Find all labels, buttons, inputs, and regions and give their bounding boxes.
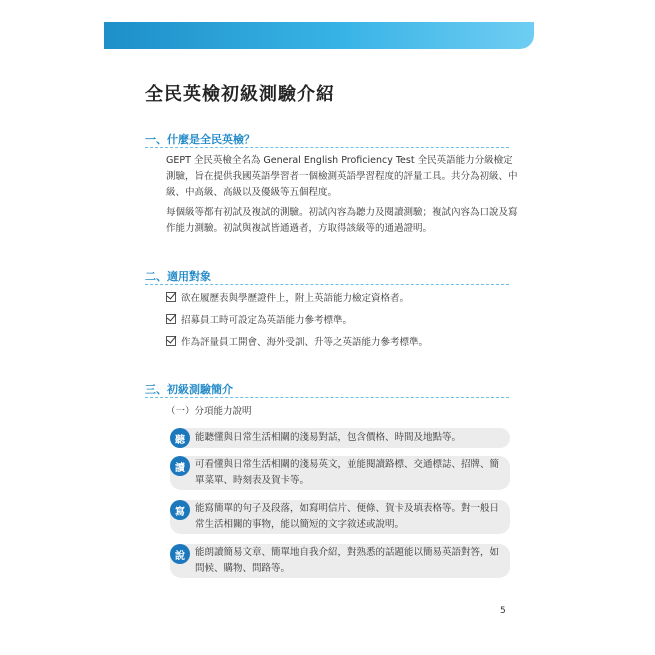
intro-paragraph: GEPT 全民英檢全名為 General English Proficiency Test 全民英語能力分級檢定測驗，旨在提供我國英語學習者一個檢測英語學習程度的評量工具。共分為初級、中級、中高級、高級以及優級等五個程度。	[166, 155, 518, 198]
speaking-badge-icon: 說	[170, 544, 190, 564]
header-band	[104, 22, 534, 49]
skill-description: 可看懂與日常生活相關的淺易英文，並能閱讀路標、交通標誌、招牌、簡單菜單、時刻表及賀卡等。	[195, 459, 500, 486]
page-title: 全民英檢初級測驗介紹	[145, 84, 335, 105]
writing-badge-icon: 寫	[170, 500, 190, 520]
section-heading-what-is-gept: 一、什麼是全民英檢？	[145, 133, 255, 146]
section-heading-elementary-test: 三、初級測驗簡介	[145, 383, 233, 396]
skill-description: 能朗讀簡易文章、簡單地自我介紹，對熟悉的話題能以簡易英語對答，如問候、購物、問路等。	[195, 547, 500, 574]
exam-structure-paragraph: 每個級等都有初試及複試的測驗。初試內容為聽力及閱讀測驗；複試內容為口說及寫作能力測驗。初試與複試皆通過者，方取得該級等的通過證明。	[166, 207, 518, 234]
section-heading-target-audience: 二、適用對象	[145, 270, 211, 283]
section-divider	[145, 397, 509, 398]
checkbox-checked-icon	[166, 336, 176, 346]
checklist-item-text: 作為評量員工開會、海外受訓、升等之英語能力參考標準。	[181, 337, 429, 348]
skill-description: 能寫簡單的句子及段落，如寫明信片、便條、賀卡及填表格等。對一般日常生活相關的事物，能以簡短的文字敘述或說明。	[195, 503, 500, 530]
section-divider	[145, 147, 509, 148]
checklist-item-text: 欲在履歷表與學歷證件上，附上英語能力檢定資格者。	[181, 293, 410, 304]
checklist-item-text: 招募員工時可設定為英語能力參考標準。	[181, 315, 353, 326]
skill-row-writing	[170, 500, 510, 534]
checkbox-checked-icon	[166, 314, 176, 324]
section-divider	[145, 284, 509, 285]
checklist-item	[166, 289, 409, 305]
listening-badge-icon: 聽	[170, 428, 190, 448]
reading-badge-icon: 讀	[170, 456, 190, 476]
skill-description: 能聽懂與日常生活相關的淺易對話，包含價格、時間及地點等。	[195, 432, 462, 443]
checklist-item	[166, 333, 428, 349]
skill-row-listening	[170, 428, 510, 448]
checkbox-checked-icon	[166, 292, 176, 302]
skill-row-reading	[170, 456, 510, 490]
skills-subheading: （一）分項能力說明	[166, 406, 252, 417]
skill-row-speaking	[170, 544, 510, 578]
checklist-item	[166, 311, 352, 327]
page-number: 5	[500, 606, 506, 616]
